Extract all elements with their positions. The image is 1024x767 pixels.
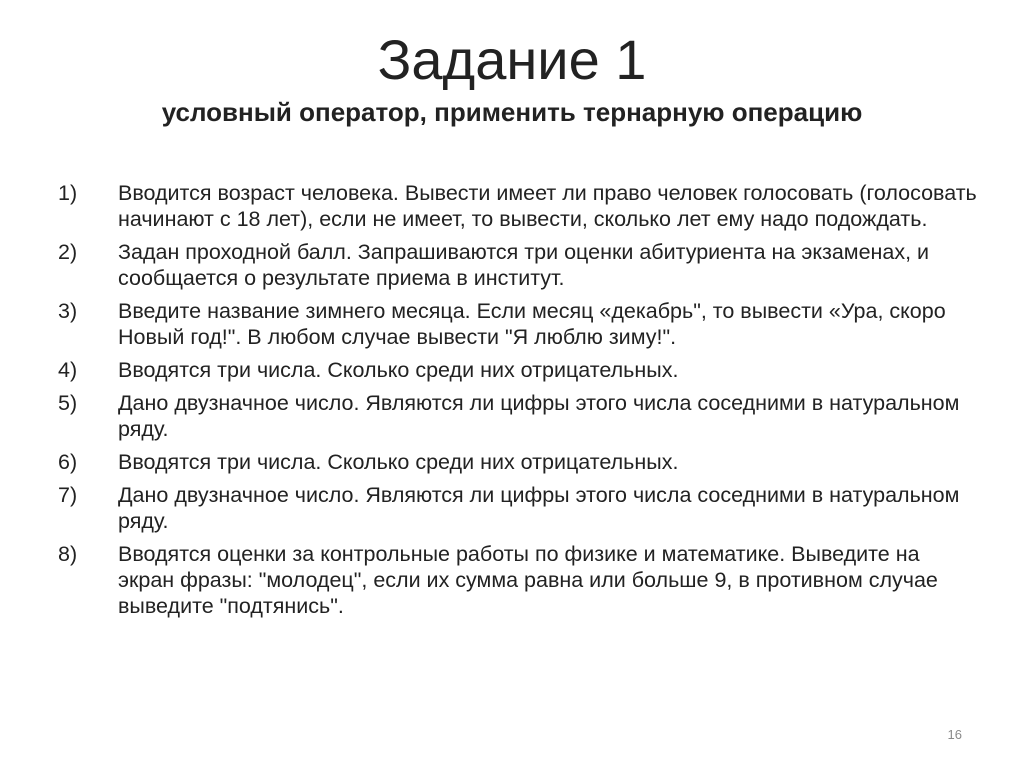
slide-subtitle: условный оператор, применить тернарную операцию: [161, 97, 863, 127]
task-item-5: [58, 390, 978, 442]
task-number: 4): [58, 358, 78, 382]
task-number: 8): [58, 542, 78, 566]
task-text: Вводятся три числа. Сколько среди них отрицательных.: [118, 358, 679, 382]
task-item-6: [58, 449, 978, 475]
task-text: Вводятся оценки за контрольные работы по физике и математике. Выведите на экран фразы: "молодец", если их сумма равна или больше 9, в противном случае выведите "подтянись".: [118, 542, 938, 618]
task-number: 1): [58, 181, 78, 205]
task-number: 7): [58, 483, 78, 507]
task-number: 6): [58, 450, 78, 474]
task-item-3: [58, 298, 978, 350]
task-item-7: [58, 482, 978, 534]
task-text: Вводится возраст человека. Вывести имеет ли право человек голосовать (голосовать начинают с 18 лет), если не имеет, то вывести, сколько лет ему надо подождать.: [118, 181, 977, 231]
task-list: [58, 180, 978, 626]
task-text: Вводятся три числа. Сколько среди них отрицательных.: [118, 450, 679, 474]
task-text: Введите название зимнего месяца. Если месяц «декабрь", то вывести «Ура, скоро Новый год!". В любом случае вывести "Я люблю зиму!".: [118, 299, 946, 349]
task-text: Дано двузначное число. Являются ли цифры этого числа соседними в натуральном ряду.: [118, 391, 960, 441]
task-number: 2): [58, 240, 78, 264]
task-number: 5): [58, 391, 78, 415]
task-text: Задан проходной балл. Запрашиваются три оценки абитуриента на экзаменах, и сообщается о результате приема в институт.: [118, 240, 930, 290]
task-item-8: [58, 541, 978, 619]
slide-title: Задание 1: [377, 28, 647, 91]
task-item-2: [58, 239, 978, 291]
task-item-1: [58, 180, 978, 232]
task-text: Дано двузначное число. Являются ли цифры этого числа соседними в натуральном ряду.: [118, 483, 960, 533]
slide-number: 16: [947, 727, 962, 742]
task-number: 3): [58, 299, 78, 323]
task-item-4: [58, 357, 978, 383]
